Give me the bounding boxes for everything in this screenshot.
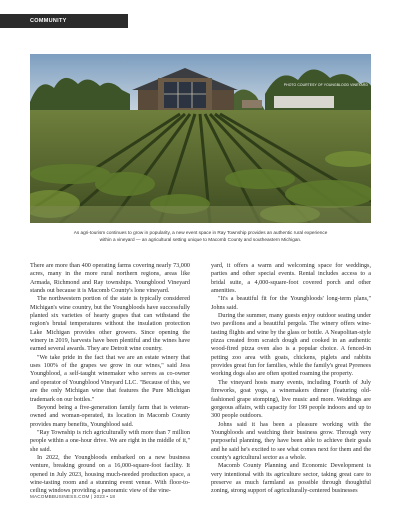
photo-caption: As agri-tourism continues to grow in popularity, a new event space in Ray Township provides an authentic rural experience within a vineyard — an agricultural setting unique to Macomb County and southeastern Michigan.	[73, 230, 328, 242]
article-paragraph: Macomb County Planning and Economic Development is very intentional with its agriculture sector, taking great care to preserve as much farmland as possible through thoughtful zoning, strong support of agriculturally-centered businesses	[211, 463, 371, 495]
article-paragraph: During the summer, many guests enjoy outdoor seating under two pavilions and a beautiful pergola. The winery offers wine-tasting flights and wine by the glass or bottle. A Neapolitan-style pizza created from scratch dough and cooked in an authentic wood-fired pizza oven also is a popular choice. A fenced-in petting zoo area with goats, chickens, piglets and rabbits provides great fun for families, while the family's great Pyrenees working dogs also are often spotted roaming the property.	[211, 313, 371, 378]
article-paragraph: The northwestern portion of the state is typically considered Michigan's wine country, but the Youngbloods have successfully planted six varieties of hearty grapes that can withstand the region's brutal temperatures without the insulation protection Lake Michigan provides other growers. Since opening the winery in 2019, harvests have been plentiful and the wines have earned several awards. They are Detroit wine country.	[30, 296, 190, 353]
photo-credit: PHOTO COURTESY OF YOUNGBLOOD VINEYARD	[283, 83, 368, 87]
section-label: COMMUNITY	[0, 14, 128, 28]
article-paragraph: "It's a beautiful fit for the Youngbloods' long-term plans," Johns said.	[211, 296, 371, 311]
article-column-right	[211, 262, 371, 496]
page-footer: MACOMBBUSINESS.COM | 2023 • 18	[30, 494, 116, 499]
article-paragraph: In 2022, the Youngbloods embarked on a new business venture, breaking ground on a 16,000-square-foot facility. It opened in July 2023, housing much-needed production space, a wine-tasting room and a stunning event venue. With floor-to-ceiling windows providing a panoramic view of the vine-	[30, 454, 190, 495]
article-paragraph: "Ray Township is rich agriculturally with more than 7 million people within a one-hour drive. We are right in the middle of it," she said.	[30, 429, 190, 453]
article-column-left	[30, 262, 190, 496]
article-paragraph: The vineyard hosts many events, including Fourth of July fireworks, goat yoga, a winemakers dinner (featuring old-fashioned grape stomping), live music and more. Weddings are gorgeous affairs, with capacity for 199 people indoors and up to 300 people outdoors.	[211, 379, 371, 420]
article-paragraph: yard, it offers a warm and welcoming space for weddings, parties and other special events. Rental includes access to a bridal suite, a 4,000-square-foot covered porch and other amenities.	[211, 263, 371, 295]
article-paragraph: Beyond being a five-generation family farm that is veteran-owned and woman-operated, its location in Macomb County provides many benefits, Youngblood said.	[30, 404, 190, 428]
article-paragraph: There are more than 400 operating farms covering nearly 73,000 acres, many in the more rural northern regions, areas like Armada, Richmond and Ray townships. Youngblood Vineyard stands out because it is Macomb County's lone vineyard.	[30, 263, 190, 295]
article-paragraph: "We take pride in the fact that we are an estate winery that uses 100% of the grapes we grow in our wines," said Jess Youngblood, a self-taught winemaker who serves as co-owner and operator of Youngblood Vineyard LLC. "Because of this, we are the only Michigan wine that features the Pure Michigan trademark on our bottles."	[30, 354, 190, 403]
article-paragraph: Johns said it has been a pleasure working with the Youngbloods and watching their business grow. Through very purposeful planning, they have been able to achieve their goals and he said he's excited to see what comes next for them and the county's agricultural sector as a whole.	[211, 421, 371, 461]
